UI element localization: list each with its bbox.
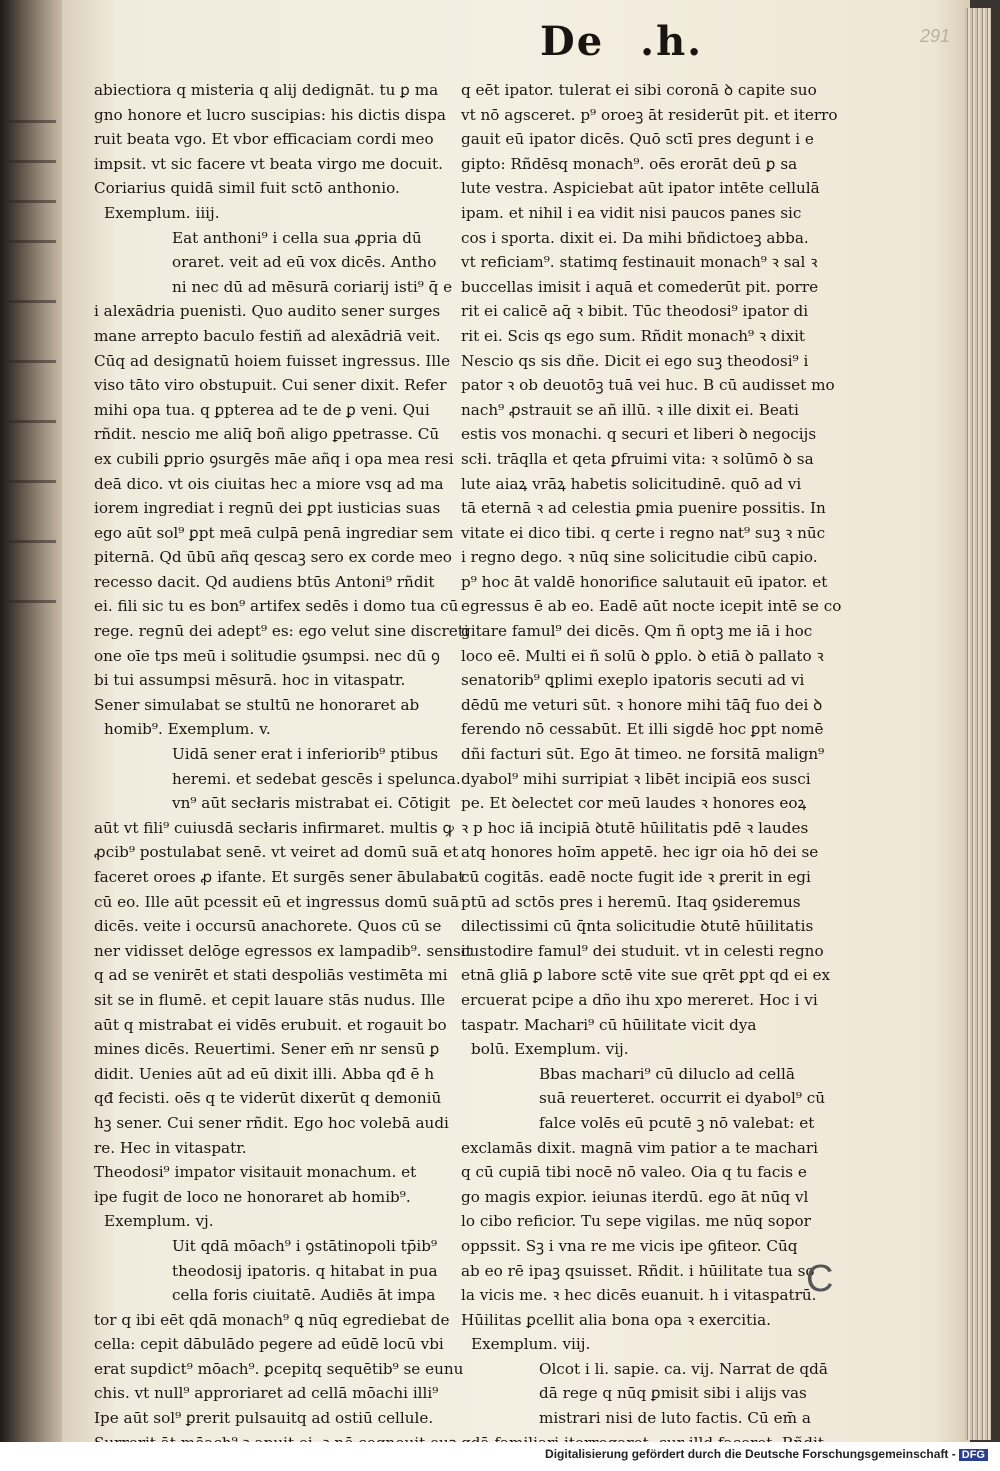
text-line: nach⁹ ꝓstrauit se añ illū. ꝛ ille dixit ei. Beati (461, 400, 799, 419)
text-line: ꝓcib⁹ postulabat senē. vt veiret ad domū suā et (94, 843, 459, 862)
text-line: didit. Uenies aūt ad eū dixit illi. Abba qđ ē h (94, 1064, 435, 1083)
text-line: Theodosi⁹ impator visitauit monachum. et (94, 1163, 417, 1182)
text-line: loco eē. Multi ei ñ solū ꝺ ꝑplo. ꝺ etiā ꝺ pallato ꝛ (461, 646, 824, 665)
text-line: ego aūt sol⁹ ꝑpt meā culpā penā ingrediar sem (94, 523, 454, 542)
text-line: i regno dego. ꝛ nūq sine solicitudie cibū capio. (461, 548, 818, 567)
text-line: bi tui assumpsi mēsurā. hoc in vitaspatr. (94, 671, 406, 690)
text-line: ptū ad sctōs pres i heremū. Itaq ꝯsideremus (461, 892, 801, 911)
text-line: vt nō agsceret. p⁹ oroeꝫ āt residerūt pit. et iterro (461, 105, 838, 124)
text-line: cos i sporta. dixit ei. Da mihi bñdictoeꝫ abba. (461, 228, 809, 247)
text-line: falce volēs eū pcutē ꝫ nō valebat: et (539, 1113, 815, 1132)
left-text-column (94, 78, 472, 1455)
text-line: rñdit. nescio me aliq̄ boñ aligo ꝑpetrasse. Cū (94, 425, 440, 444)
text-line: dēdū me veturi sūt. ꝛ honore mihi tāq̄ fuo dei ꝺ (461, 695, 823, 714)
text-line: etnā gliā ꝑ labore sctē vite sue qrēt ꝑpt qd ei ex (461, 966, 831, 985)
text-line: one oīe tps meū i solitudie ꝯsumpsi. nec dū ꝯ (94, 646, 440, 665)
text-line: recesso dacit. Qd audiens btūs Antoni⁹ rñdit (94, 572, 435, 591)
text-line: tā eternā ꝛ ad celestia ꝑmia puenire possitis. In (461, 499, 826, 518)
text-line: iorem ingrediat i regnū dei ꝑpt iusticias suas (94, 499, 441, 518)
text-line: dicēs. veite i occursū anachorete. Quos cū se (94, 917, 442, 936)
text-line: exclamās dixit. magnā vim patior a te machari (461, 1138, 819, 1157)
text-line: gauit eū ipator dicēs. Quō sctī pres degunt i e (461, 130, 814, 149)
text-line: rege. regnū dei adept⁹ es: ego velut sine discreti (94, 622, 469, 641)
text-line: bolū. Exemplum. vij. (471, 1040, 629, 1059)
text-line: Uit qdā mōach⁹ i ꝯstātinopoli tp̄ib⁹ (172, 1236, 438, 1255)
margin-mark: C (806, 1258, 834, 1300)
text-line: taspatr. Machari⁹ cū hūilitate vicit dya (461, 1015, 757, 1034)
text-line: go magis expior. ieiunas iterdū. ego āt nūq vl (461, 1187, 809, 1206)
text-line: mines dicēs. Reuertimi. Sener em̄ nr sensū ꝑ (94, 1040, 440, 1059)
text-line: gno honore et lucro suscipias: his dictis dispa (94, 105, 446, 124)
text-line: ab eo rē ipaꝫ qsuisset. Rñdit. i hūilitate tua so (461, 1261, 815, 1280)
right-text-column (461, 78, 842, 1455)
text-line: qđ fecisti. oēs q te viderūt dixerūt q demoniū (94, 1089, 442, 1108)
text-line: Uidā sener erat i inferiorib⁹ ptibus (172, 745, 439, 764)
text-line: suā reuerteret. occurrit ei dyabol⁹ cū (539, 1089, 826, 1108)
text-line: ipam. et nihil i ea vidit nisi paucos panes sic (461, 203, 802, 222)
text-line: scłi. trāqlla et qeta ꝑfruimi vita: ꝛ solūmō ꝺ sa (461, 449, 814, 468)
text-line: gipto: Rñdēsq monach⁹. oēs erorāt deū ꝑ sa (461, 154, 798, 173)
text-line: mistrari nisi de luto factis. Cū em̄ a (539, 1409, 811, 1428)
text-line: sit se in flumē. et cepit lauare stās nudus. Ille (94, 990, 446, 1009)
text-line: ei. fili sic tu es bon⁹ artifex sedēs i domo tua cū (94, 597, 459, 616)
text-line: Nescio qs sis dñe. Dicit ei ego suꝫ theodosi⁹ i (461, 351, 809, 370)
text-line: ni nec dū ad mēsurā coriarij isti⁹ q̄ e (172, 277, 453, 296)
footer-credit (545, 1447, 988, 1461)
text-line: oppssit. Sꝫ i vna re me vicis ipe ꝯfiteor. Cūq (461, 1236, 798, 1255)
text-line: q cū cupiā tibi nocē nō valeo. Oia q tu facis e (461, 1163, 807, 1182)
text-line: piternā. Qd ūbū añq qescaꝫ sero ex corde meo (94, 548, 452, 567)
text-line: custodire famul⁹ dei studuit. vt in celesti regno (461, 941, 824, 960)
text-line: ercuerat pcipe a dño ihu xpo mereret. Hoc i vi (461, 990, 818, 1009)
text-line: la vicis me. ꝛ hec dicēs euanuit. h i vitaspatrū. (461, 1286, 817, 1305)
text-line: re. Hec in vitaspatr. (94, 1138, 247, 1157)
text-line: lute aiaꝝ vrāꝝ habetis solicitudinē. quō ad vi (461, 474, 802, 493)
text-line: p⁹ hoc āt valdē honorifice salutauit eū ipator. et (461, 572, 828, 591)
running-header (540, 18, 703, 65)
previous-page-edge (0, 0, 62, 1471)
page-stack-edge (965, 8, 991, 1440)
text-line: erat supdict⁹ mōach⁹. ꝑcepitq sequētib⁹ se eunu (94, 1359, 464, 1378)
text-line: vitate ei dico tibi. q certe i regno nat⁹ suꝫ ꝛ nūc (461, 523, 826, 542)
footer-credit-text: Digitalisierung gefördert durch die Deutsche Forschungsgemeinschaft - (545, 1447, 956, 1461)
text-line: pe. Et ꝺelectet cor meū laudes ꝛ honores eoꝝ (461, 794, 807, 813)
text-line: cella foris ciuitatē. Audiēs āt impa (172, 1286, 436, 1305)
text-line: gitare famul⁹ dei dicēs. Qm ñ optꝫ me iā i hoc (461, 622, 813, 641)
text-line: theodosij ipatoris. q hitabat in pua (172, 1261, 438, 1280)
text-line: cū cogitās. eadē nocte fugit ide ꝛ ꝑrerit in egi (461, 868, 811, 886)
text-line: impsit. vt sic facere vt beata virgo me docuit. (94, 154, 443, 173)
text-line: Olcot i li. sapie. ca. vij. Narrat de qdā (539, 1359, 828, 1378)
text-line: Exemplum. iiij. (104, 203, 220, 222)
text-line: Cūq ad designatū hoiem fuisset ingressus. Ille (94, 351, 451, 370)
text-line: mane arrepto baculo festiñ ad alexādriā veit. (94, 326, 441, 345)
text-line: cella: cepit dābulādo pegere ad eūdē locū vbi (94, 1335, 444, 1354)
text-line: aūt vt fili⁹ cuiusdā secłaris infirmaret. multis ꝙ (94, 818, 454, 837)
text-line: tor q ibi eēt qdā monach⁹ ꝗ nūq egrediebat de (94, 1310, 450, 1329)
text-line: heremi. et sedebat gescēs i spelunca. (172, 769, 461, 788)
text-line: deā dico. vt ois ciuitas hec a miore vsq ad ma (94, 474, 444, 493)
text-line: pator ꝛ ob deuotōꝫ tuā vei huc. B cū audisset mo (461, 376, 835, 395)
text-line: homib⁹. Exemplum. v. (104, 720, 271, 739)
text-line: q eēt ipator. tulerat ei sibi coronā ꝺ capite suo (461, 81, 817, 99)
text-line: i alexādria puenisti. Quo audito sener surges (94, 302, 441, 321)
text-line: dyabol⁹ mihi surripiat ꝛ libēt incipiā eos susci (461, 769, 811, 788)
text-line: hꝫ sener. Cui sener rñdit. Ego hoc volebā audi (94, 1113, 449, 1132)
text-line: dñi facturi sūt. Ego āt timeo. ne forsitā malign⁹ (461, 745, 825, 764)
text-line: aūt q mistrabat ei vidēs erubuit. et rogauit bo (94, 1015, 447, 1034)
text-line: Sener simulabat se stultū ne honoraret ab (94, 695, 420, 714)
text-line: cū eo. Ille aūt pcessit eū et ingressus domū suā (94, 892, 460, 911)
text-line: rit ei. Scis qs ego sum. Rñdit monach⁹ ꝛ dixit (461, 326, 806, 345)
text-line: dilectissimi cū q̄nta solicitudie ꝺtutē hūilitatis (461, 917, 814, 936)
text-line: dā rege q nūq ꝑmisit sibi i alijs vas (539, 1384, 807, 1403)
text-line: egressus ē ab eo. Eadē aūt nocte icepit intē se co (461, 597, 842, 616)
text-line: senatorib⁹ ꝗplimi exeplo ipatoris secuti ad vi (461, 671, 805, 690)
text-line: ruit beata vgo. Et vbor efficaciam cordi meo (94, 130, 434, 149)
text-line: vt reficiam⁹. statimq festinauit monach⁹ ꝛ sal ꝛ (461, 253, 818, 272)
text-line: ner vidisset delōge egressos ex lampadib⁹. sensit (94, 941, 472, 960)
text-line: ferendo nō cessabūt. Et illi sigdē hoc ꝑpt nomē (461, 720, 824, 739)
text-line: ꝛ p hoc iā incipiā ꝺtutē hūilitatis pdē ꝛ laudes (461, 818, 809, 837)
text-line: ipe fugit de loco ne honoraret ab homib⁹. (94, 1187, 411, 1206)
text-line: chis. vt null⁹ approriaret ad cellā mōachi illi⁹ (94, 1384, 439, 1403)
text-line: viso tāto viro obstupuit. Cui sener dixit. Refer (94, 376, 447, 395)
text-line: Ipe aūt sol⁹ ꝑrerit pulsauitq ad ostiū cellule. (94, 1409, 434, 1428)
text-line: Exemplum. viij. (471, 1335, 591, 1354)
text-line: oraret. veit ad eū vox dicēs. Antho (172, 253, 437, 272)
text-line: rit ei calicē aq̄ ꝛ bibit. Tūc theodosi⁹ ipator di (461, 302, 809, 321)
text-line: lo cibo reficior. Tu sepe vigilas. me nūq sopor (461, 1212, 811, 1231)
text-line: buccellas imisit i aquā et comederūt pit. porre (461, 277, 819, 296)
text-line: ex cubili ꝑprio ꝯsurgēs māe añq i opa mea resi (94, 449, 454, 468)
folio-number: 291 (920, 26, 951, 46)
text-line: estis vos monachi. q securi et liberi ꝺ negocijs (461, 425, 817, 444)
text-line: faceret oroes ꝓ ifante. Et surgēs sener ābulabat (94, 868, 465, 886)
header-right: .h. (640, 18, 704, 65)
dfg-logo: DFG (959, 1449, 988, 1461)
text-line: mihi opa tua. q ꝑpterea ad te de ꝑ veni. Qui (94, 400, 430, 419)
text-line: Hūilitas ꝑcellit alia bona opa ꝛ exercitia. (461, 1310, 771, 1329)
text-line: Eat anthoni⁹ i cella sua ꝓpria dū (172, 228, 422, 247)
text-line: Exemplum. vj. (104, 1212, 214, 1231)
text-line: Coriarius quidā simil fuit sctō anthonio. (94, 179, 400, 198)
text-line: Bbas machari⁹ cū diluclo ad cellā (539, 1064, 795, 1083)
text-line: lute vestra. Aspiciebat aūt ipator intēte cellulā (461, 179, 820, 198)
text-line: vn⁹ aūt secłaris mistrabat ei. Cōtigit (172, 794, 451, 813)
text-line: atq honores hoīm appetē. hec igr oia hō dei se (461, 843, 819, 862)
text-line: q ad se venirēt et stati despoliās vestimēta mi (94, 966, 448, 985)
text-line: abiectiora q misteria q alij dedignāt. tu ꝑ ma (94, 81, 439, 99)
header-left: De (540, 18, 605, 65)
